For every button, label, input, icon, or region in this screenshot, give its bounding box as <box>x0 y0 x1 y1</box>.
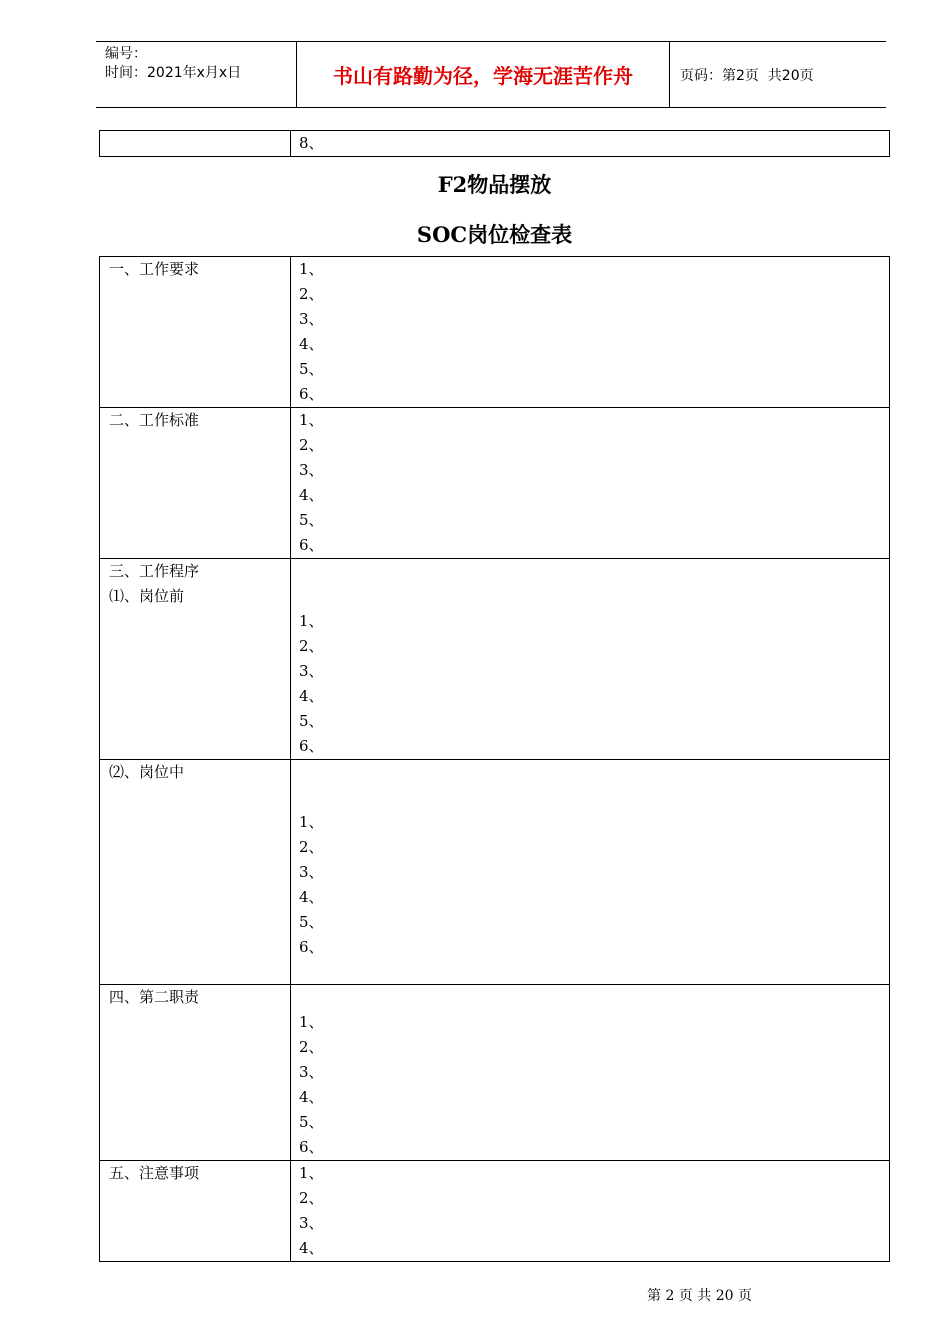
section-items-cell <box>291 257 890 408</box>
list-item: 4、 <box>299 1088 324 1106</box>
top-table-label-cell <box>100 131 291 157</box>
table-row <box>100 760 890 985</box>
section-label-cell <box>100 760 291 985</box>
list-item: 3、 <box>299 461 324 479</box>
page-info-text: 页码：第2页 共20页 <box>680 67 814 84</box>
list-item: 1、 <box>299 260 324 278</box>
list-item: 4、 <box>299 888 324 906</box>
list-item: 4、 <box>299 335 324 353</box>
list-item: 4、 <box>299 1239 324 1257</box>
list-item: 3、 <box>299 863 324 881</box>
section-label: 三、工作程序 <box>109 562 200 580</box>
list-item: 5、 <box>299 913 324 931</box>
section-label: 五、注意事项 <box>109 1164 200 1182</box>
top-table <box>99 130 890 157</box>
list-item: 5、 <box>299 1113 324 1131</box>
list-item: 2、 <box>299 637 324 655</box>
section-sublabel: ⑴、岗位前 <box>109 587 185 605</box>
list-item: 3、 <box>299 662 324 680</box>
section-items-cell <box>291 559 890 760</box>
list-item: 1、 <box>299 1164 324 1182</box>
section-label-cell <box>100 257 291 408</box>
list-item: 5、 <box>299 360 324 378</box>
top-table-item-cell <box>291 131 890 157</box>
list-item: 2、 <box>299 838 324 856</box>
table-row <box>100 559 890 760</box>
document-title: F2物品摆放 <box>437 172 552 197</box>
list-item: 6、 <box>299 1138 324 1156</box>
list-item: 8、 <box>299 134 324 152</box>
list-item: 3、 <box>299 1214 324 1232</box>
time-label: 时间：2021年x月x日 <box>105 65 242 81</box>
table-row <box>100 985 890 1161</box>
table-row <box>100 408 890 559</box>
section-label-cell <box>100 1161 291 1262</box>
number-label: 编号： <box>105 46 147 62</box>
list-item: 4、 <box>299 687 324 705</box>
list-item: 5、 <box>299 511 324 529</box>
header-slogan: 书山有路勤为径，学海无涯苦作舟 <box>297 42 670 107</box>
list-item: 1、 <box>299 612 324 630</box>
section-label-cell <box>100 408 291 559</box>
list-item: 2、 <box>299 1189 324 1207</box>
header-page-info <box>670 42 886 107</box>
list-item: 5、 <box>299 712 324 730</box>
list-item: 6、 <box>299 536 324 554</box>
list-item: 2、 <box>299 285 324 303</box>
list-item: 2、 <box>299 436 324 454</box>
section-label: 一、工作要求 <box>109 260 200 278</box>
section-label: ⑵、岗位中 <box>109 763 185 781</box>
list-item: 3、 <box>299 1063 324 1081</box>
section-label-cell <box>100 985 291 1161</box>
section-label: 四、第二职责 <box>109 988 200 1006</box>
list-item: 2、 <box>299 1038 324 1056</box>
section-items-cell <box>291 1161 890 1262</box>
table-row <box>100 257 890 408</box>
footer-page-number: 第 2 页 共 20 页 <box>647 1288 752 1304</box>
table-row <box>100 1161 890 1262</box>
list-item: 1、 <box>299 1013 324 1031</box>
page-header <box>96 41 886 108</box>
list-item: 4、 <box>299 486 324 504</box>
section-items-cell <box>291 985 890 1161</box>
section-items-cell <box>291 408 890 559</box>
list-item: 1、 <box>299 411 324 429</box>
section-label-cell <box>100 559 291 760</box>
list-item: 6、 <box>299 385 324 403</box>
section-label: 二、工作标准 <box>109 411 200 429</box>
list-item: 3、 <box>299 310 324 328</box>
document-subtitle: SOC岗位检查表 <box>416 222 573 247</box>
section-items-cell <box>291 760 890 985</box>
checklist-table <box>99 256 890 1262</box>
list-item: 1、 <box>299 813 324 831</box>
header-meta <box>96 42 297 107</box>
list-item: 6、 <box>299 737 324 755</box>
list-item: 6、 <box>299 938 324 956</box>
